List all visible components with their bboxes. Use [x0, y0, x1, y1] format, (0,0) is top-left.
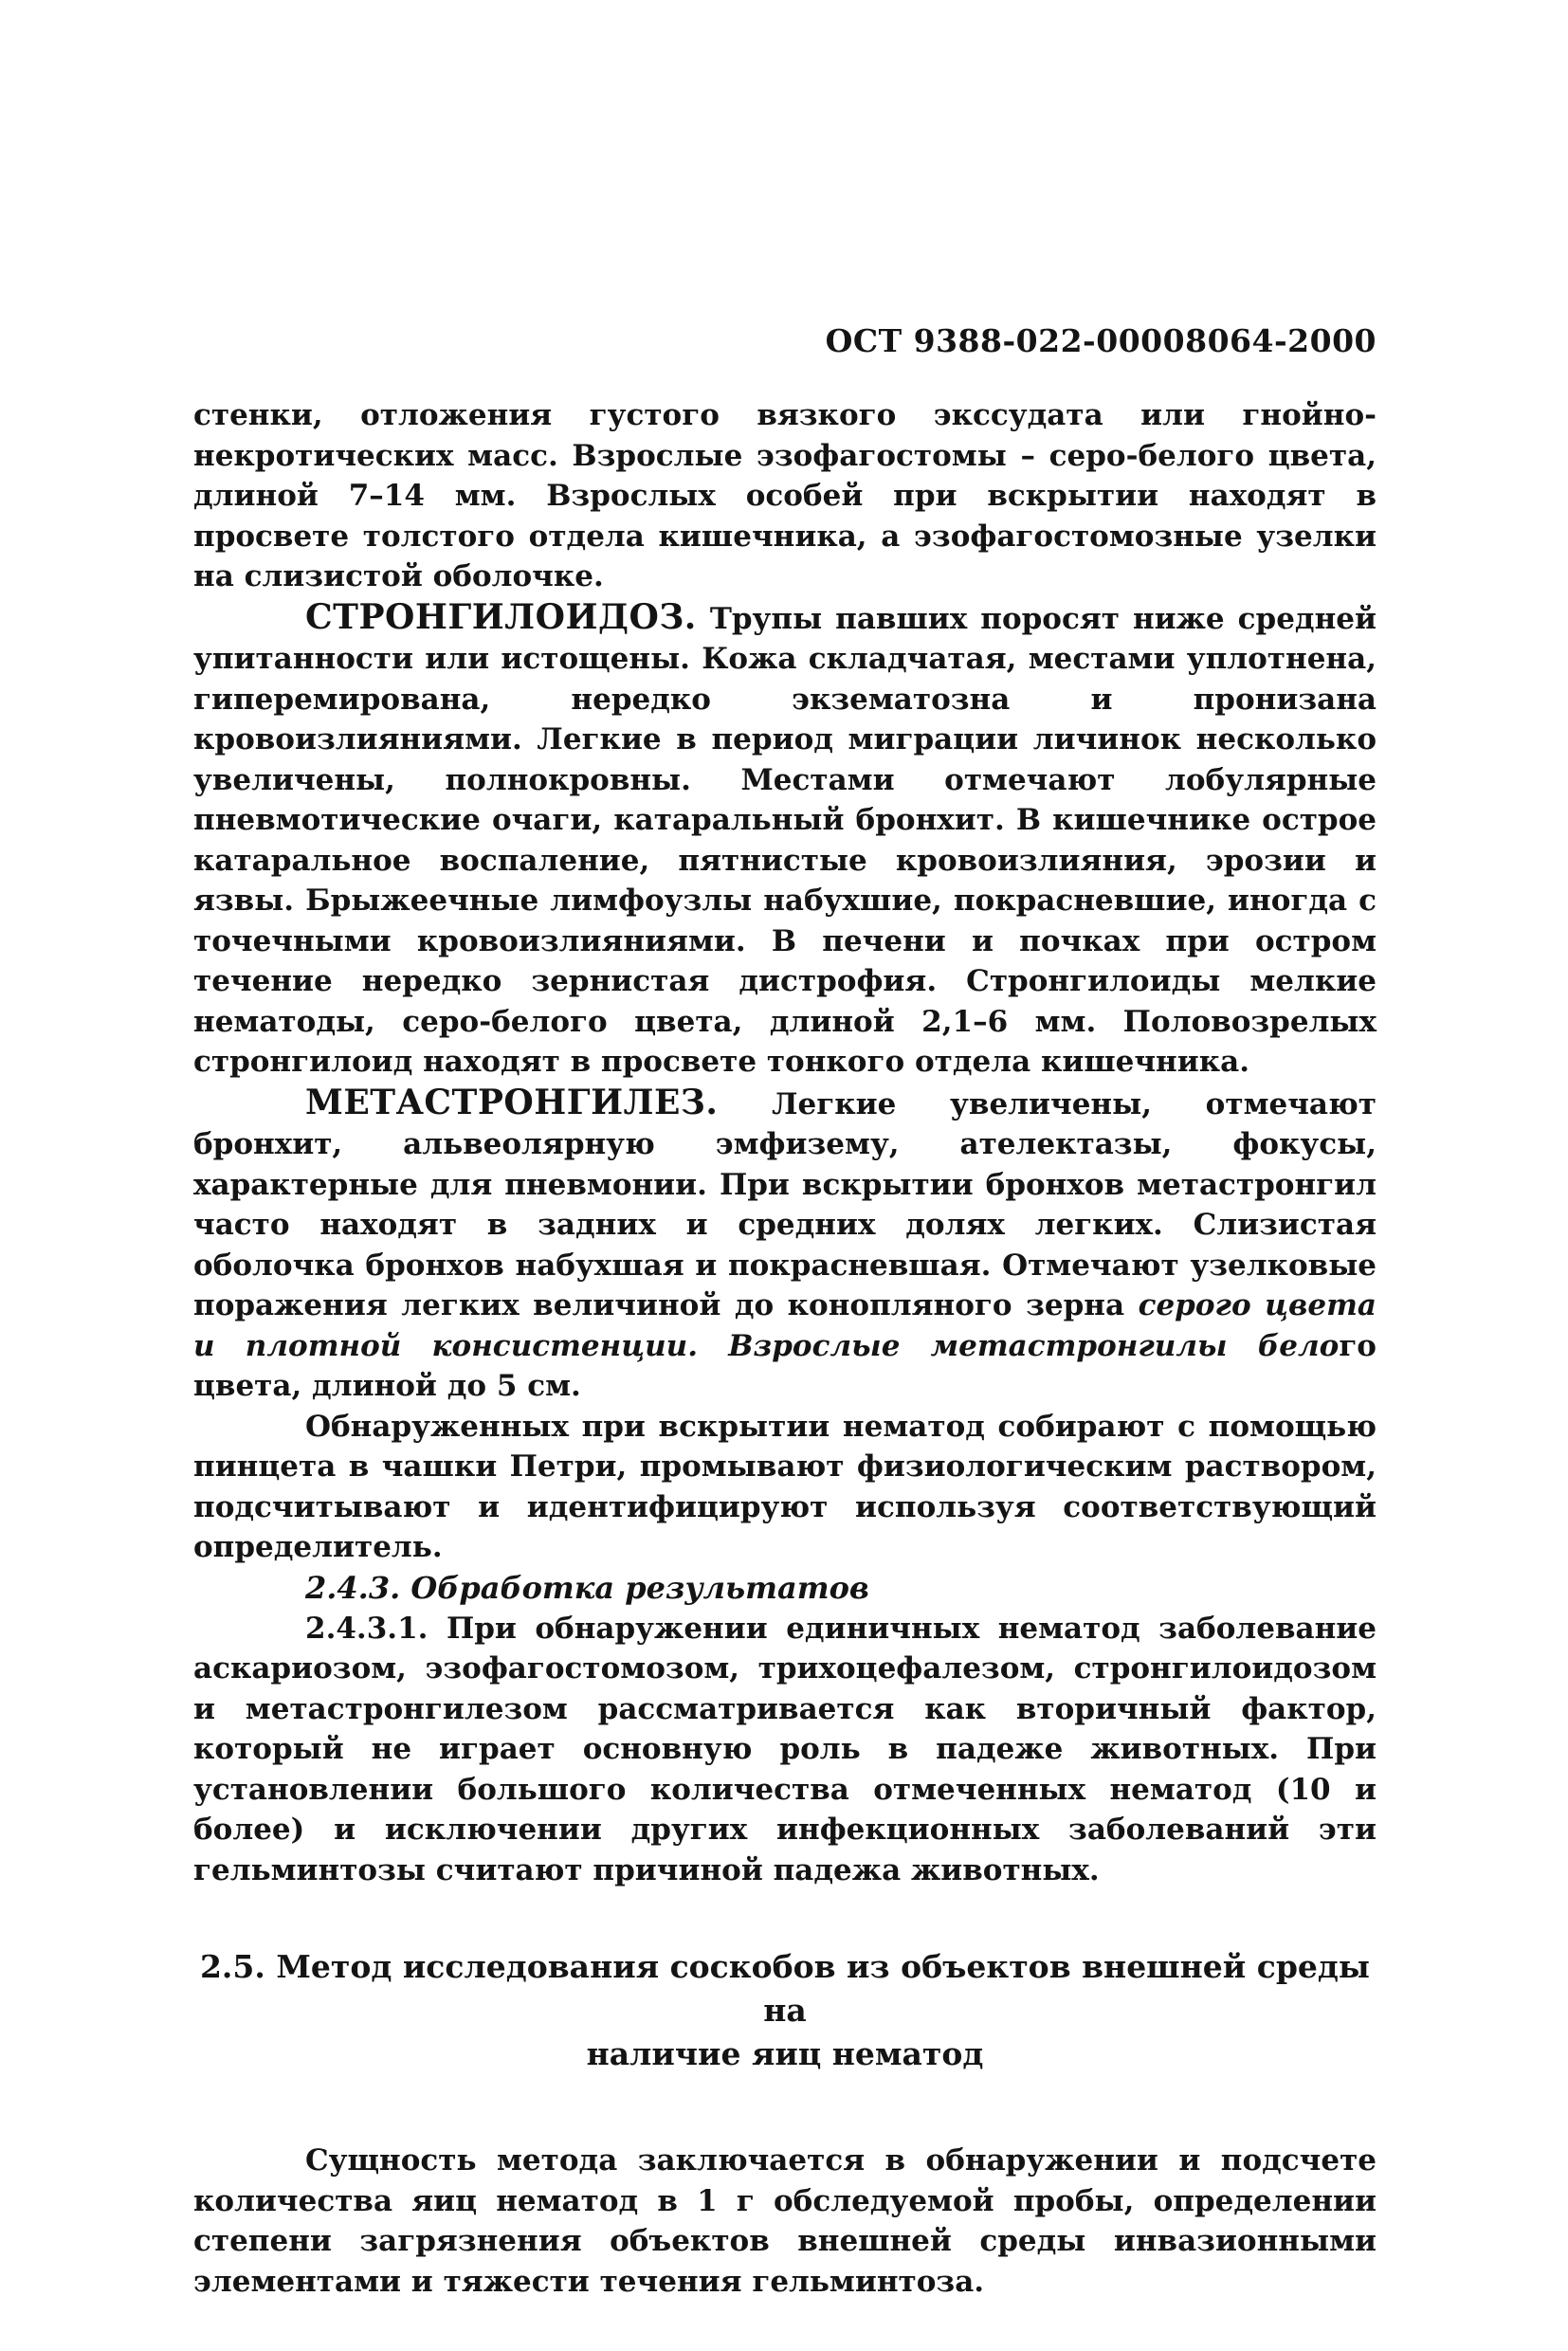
document-code: ОСТ 9388-022-00008064-2000 — [825, 322, 1377, 359]
paragraph-metastrongylosis-text-a: Легкие увеличены, отмечают бронхит, альвеолярную эмфизему, ателектазы, фокусы, характерные для пневмонии. При вскрытии бронхов метастронгил часто находят в задних и средних долях легких. Слизистая оболочка бронхов набухшая и покрасневшая. Отмечают узелковые поражения легких величиной до конопляного зерна — [193, 1086, 1377, 1322]
term-strongyloidosis: СТРОНГИЛОИДОЗ. — [305, 596, 697, 637]
paragraph-metastrongylosis-text-c: го цвета, длиной до 5 см. — [193, 1328, 1377, 1403]
document-page — [193, 322, 1377, 2302]
term-metastrongylosis: МЕТАСТРОНГИЛЕЗ. — [305, 1082, 719, 1122]
paragraph-metastrongylosis-text-italic: серого цвета и плотной консистенции. Взрослые метастронгилы бело — [193, 1288, 1377, 1363]
paragraph-metastrongylosis — [193, 1083, 1377, 1407]
paragraph-strongyloidosis-text: Трупы павших поросят ниже средней упитанности или истощены. Кожа складчатая, местами уплотнена, гиперемирована, нередко экзематозна и пронизана кровоизлияниями. Легкие в период миграции личинок несколько увеличены, полнокровны. Местами отмечают лобулярные пневмотические очаги, катаральный бронхит. В кишечнике острое катаральное воспаление, пятнистые кровоизлияния, эрозии и язвы. Брыжеечные лимфоузлы набухшие, покрасневшие, иногда с точечными кровоизлияниями. В печени и почках при остром течение нередко зернистая дистрофия. Стронгилоиды мелкие нематоды, серо-белого цвета, длиной 2,1–6 мм. Половозрелых стронгилоид находят в просвете тонкого отдела кишечника. — [193, 601, 1377, 1079]
paragraph-collection: Обнаруженных при вскрытии нематод собирают с помощью пинцета в чашки Петри, промывают физиологическим раствором, подсчитывают и идентифицируют используя соответствующий определитель. — [193, 1409, 1377, 1564]
section-heading-line-2: наличие яиц нематод — [586, 2035, 984, 2072]
section-heading — [193, 1945, 1377, 2076]
paragraph-results: 2.4.3.1. При обнаружении единичных нематод заболевание аскариозом, эзофагостомозом, трихоцефалезом, стронгилоидозом и метастронгилезом рассматривается как вторичный фактор, который не играет основную роль в падеже животных. При установлении большого количества отмеченных нематод (10 и более) и исключении других инфекционных заболеваний эти гельминтозы считают причиной падежа животных. — [193, 1611, 1377, 1887]
section-heading-line-1: 2.5. Метод исследования соскобов из объектов внешней среды на — [199, 1948, 1371, 2029]
paragraph-method-essence: Сущность метода заключается в обнаружении и подсчете количества яиц нематод в 1 г обследуемой пробы, определении степени загрязнения объектов внешней среды инвазионными элементами и тяжести течения гельминтоза. — [193, 2143, 1377, 2299]
paragraph-strongyloidosis — [193, 597, 1377, 1083]
subsection-heading: 2.4.3. Обработка результатов — [305, 1569, 869, 1606]
paragraph-esophagostomosis-end: стенки, отложения густого вязкого экссудата или гнойно-некротических масс. Взрослые эзофагостомы – серо-белого цвета, длиной 7–14 мм. Взрослых особей при вскрытии находят в просвете толстого отдела кишечника, а эзофагостомозные узелки на слизистой оболочке. — [193, 398, 1377, 593]
